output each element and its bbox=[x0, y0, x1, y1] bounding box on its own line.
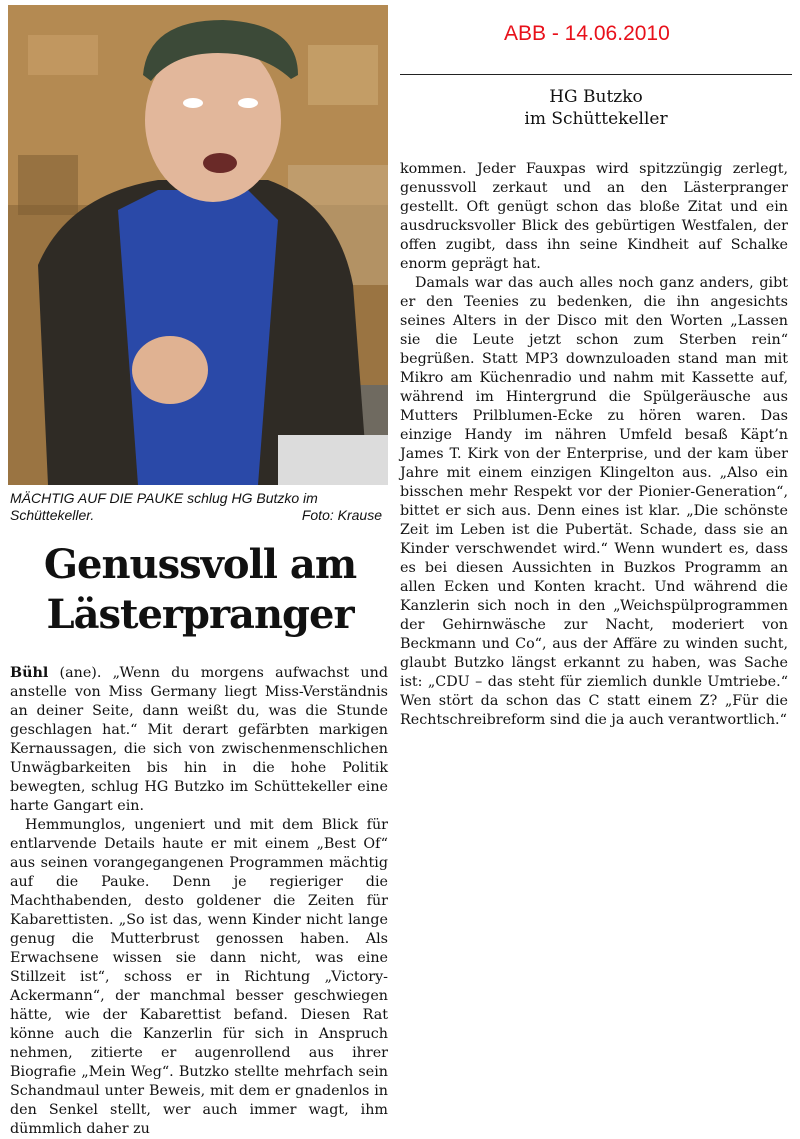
article-photo bbox=[8, 5, 388, 485]
caption-text: schlug HG Butzko im Schüttekeller. bbox=[10, 490, 318, 523]
caption-lead: MÄCHTIG AUF DIE PAUKE bbox=[10, 490, 184, 506]
article-paragraph: Damals war das auch alles noch ganz anders, gibt er den Teenies zu bedenken, die ihn angesichts seines Alters in der Disco mit den Worten „Lassen sie die Leute jetzt schon zum Sterben rein“ begrüßen. Statt MP3 downzuloaden stand man mit Mikro am Küchenradio und nahm mit Kassette auf, während im Hintergrund die Spülgeräusche aus Mutters Prilblumen-Ecke zu hören waren. Das einzige Handy im nähren Umfeld besaß Käpt’n James T. Kirk von der Enterprise, und der kam über Jahre mit einem einzigen Klingelton aus. „Also ein bisschen mehr Respekt vor der Pionier-Generation“, bittet er sich aus. Denn eines ist klar. „Die schönste Zeit im Leben ist die Pubertät. Schade, dass sie an Kinder verschwendet wird.“ Wenn wundert es, dass es bei diesen Aussichten in Buzkos Programm an allen Ecken und Konten kracht. Und während die Kanzlerin sich noch in den „Weichspülprogrammen der Gehirnwäsche zur Nacht, moderiert von Beckmann und Co“, aus der Affäre zu winden sucht, glaubt Butzko längst erkannt zu haben, was Sache ist: „CDU – das steht für ziemlich dunkle Umtriebe.“ Wen stört da schon das C statt einem Z? „Für die Rechtschreibreform sind die ja auch verantwortlich.“ bbox=[400, 275, 788, 728]
dateline: Bühl bbox=[10, 665, 49, 681]
sidebar-headline bbox=[400, 86, 792, 130]
article-paragraph bbox=[10, 664, 388, 816]
article-paragraph: Hemmunglos, ungeniert und mit dem Blick für entlarvende Details haute er mit einem „Best Of“ aus seinen vorangegangenen Programmen mächtig auf die Pauke. Denn je regieriger die Machthabenden, desto goldener die Zeiten für Kabarettisten. „So ist das, wenn Kinder nicht lange genug die Mutterbrust genossen haben. Als Erwachsene wissen sie dann nicht, was eine Stillzeit ist“, schoss er in Richtung „Victory-Ackermann“, der manchmal besser geschwiegen hätte, wie der Kabarettist befand. Diesen Rat könne auch die Kanzerlin für sich in Anspruch nehmen, zitierte er augenrollend aus ihrer Biografie „Mein Weg“. Butzko stellte mehrfach sein Schandmaul unter Beweis, mit dem er gnadenlos in den Senkel stellt, wer auch immer wagt, ihm dümmlich daher zu bbox=[10, 817, 388, 1137]
photo-caption bbox=[10, 490, 390, 524]
headline-line2: Lästerpranger bbox=[46, 591, 354, 638]
article-paragraph: kommen. Jeder Fauxpas wird spitzzüngig zerlegt, genussvoll zerkaut und an den Lästerpranger gestellt. Oft genügt schon das bloße Zitat und ein ausdrucksvoller Blick des gebürtigen Westfalen, der offen zugibt, dass ihn seine Kindheit auf Schalke enorm geprägt hat. bbox=[400, 161, 788, 272]
sidebar-headline-line2: im Schüttekeller bbox=[524, 109, 668, 129]
divider-rule bbox=[400, 74, 792, 75]
photo-credit: Foto: Krause bbox=[301, 507, 382, 523]
paragraph-text: (ane). „Wenn du morgens aufwachst und anstelle von Miss Germany liegt Miss-Verständnis an deiner Seite, dann weißt du, was die Stunde geschlagen hat.“ Mit derart gefärbten markigen Kernaussagen, die sich von zwischenmenschlichen Unwägbarkeiten bis hin in die hohe Politik bewegten, schlug HG Butzko im Schüttekeller eine harte Gangart ein. bbox=[10, 665, 388, 814]
photo-illustration bbox=[8, 5, 388, 485]
article-column-right bbox=[400, 160, 788, 730]
headline-line1: Genussvoll am bbox=[43, 541, 357, 588]
article-column-left bbox=[10, 664, 388, 1139]
sidebar-headline-line1: HG Butzko bbox=[549, 87, 643, 107]
date-stamp: ABB - 14.06.2010 bbox=[504, 22, 670, 45]
headline bbox=[0, 540, 400, 640]
